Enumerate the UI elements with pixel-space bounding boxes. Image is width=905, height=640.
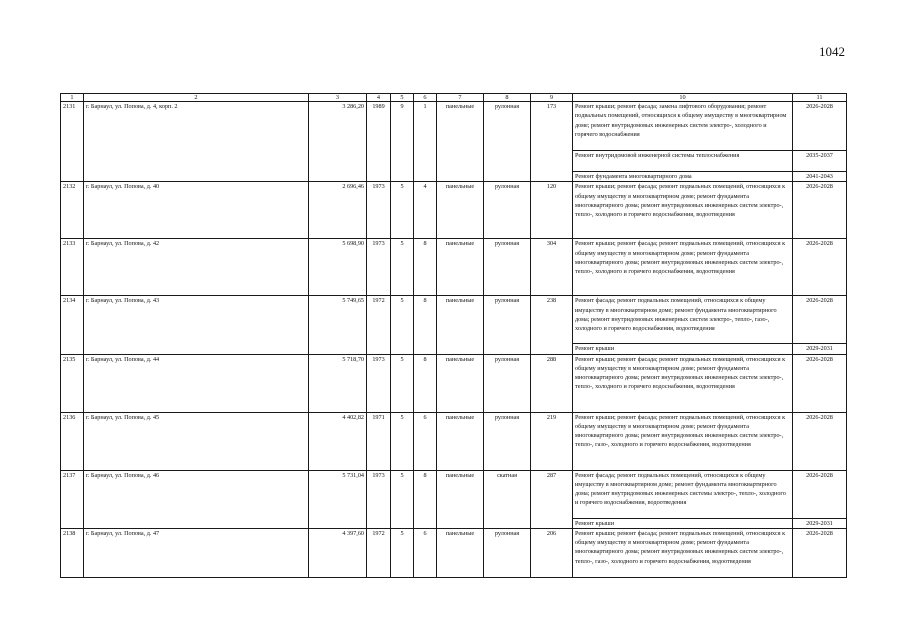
house-apartments: 238 — [531, 296, 573, 354]
house-address: г. Барнаул, ул. Попова, д. 43 — [84, 296, 309, 354]
house-floors: 9 — [391, 102, 414, 182]
table-row — [61, 182, 847, 239]
house-number: 2137 — [61, 470, 84, 528]
repair-period: 2026-2028 — [793, 528, 847, 577]
house-apartments: 173 — [531, 102, 573, 182]
house-walls: панельные — [437, 102, 484, 182]
house-year: 1989 — [367, 102, 391, 182]
repair-works: Ремонт внутридомовой инженерной системы теплоснабжения — [573, 151, 793, 172]
repair-works: Ремонт крыши; ремонт фасада; ремонт подвальных помещений, относящихся к общему имуществу в многоквартирном доме; ремонт фундамента многоквартирного дома; ремонт внутридомовых инженерных систем электро-, тепло-, холодного и горячего водоснабжения, водоотведения — [573, 354, 793, 412]
house-number: 2134 — [61, 296, 84, 354]
table-row — [61, 102, 847, 151]
house-address: г. Барнаул, ул. Попова, д. 46 — [84, 470, 309, 528]
house-floors: 5 — [391, 296, 414, 354]
house-entrances: 8 — [414, 239, 437, 296]
house-area: 5 698,90 — [309, 239, 367, 296]
column-header: 4 — [367, 94, 391, 102]
house-floors: 5 — [391, 528, 414, 577]
house-number: 2135 — [61, 354, 84, 412]
table-row — [61, 528, 847, 577]
house-address: г. Барнаул, ул. Попова, д. 42 — [84, 239, 309, 296]
house-walls: панельные — [437, 296, 484, 354]
house-year: 1972 — [367, 296, 391, 354]
house-year: 1973 — [367, 354, 391, 412]
column-header: 1 — [61, 94, 84, 102]
column-header: 9 — [531, 94, 573, 102]
house-number: 2136 — [61, 412, 84, 470]
repair-works: Ремонт крыши; ремонт фасада; замена лифтового оборудования; ремонт подвальных помещений, относящихся к общему имуществу в многоквартирном доме; ремонт внутридомовых инженерных систем электро-, холодного и горячего водоснабжения — [573, 102, 793, 151]
house-apartments: 287 — [531, 470, 573, 528]
repair-period: 2026-2028 — [793, 102, 847, 151]
house-address: г. Барнаул, ул. Попова, д. 45 — [84, 412, 309, 470]
house-area: 5 731,04 — [309, 470, 367, 528]
house-walls: панельные — [437, 354, 484, 412]
house-area: 4 397,60 — [309, 528, 367, 577]
house-roof: скатная — [484, 470, 531, 528]
repair-works: Ремонт крыши; ремонт фасада; ремонт подвальных помещений, относящихся к общему имуществу в многоквартирном доме; ремонт фундамента многоквартирного дома; ремонт внутридомовых инженерных систем электро-, тепло-, холодного и горячего водоснабжения, водоотведения — [573, 239, 793, 296]
repair-period: 2029-2031 — [793, 518, 847, 528]
house-entrances: 8 — [414, 470, 437, 528]
house-roof: рулонная — [484, 239, 531, 296]
housing-registry-table — [60, 93, 847, 578]
house-apartments: 206 — [531, 528, 573, 577]
house-area: 3 286,20 — [309, 102, 367, 182]
table-row — [61, 296, 847, 344]
table-row — [61, 470, 847, 518]
house-year: 1973 — [367, 470, 391, 528]
house-walls: панельные — [437, 412, 484, 470]
house-apartments: 288 — [531, 354, 573, 412]
house-apartments: 120 — [531, 182, 573, 239]
house-walls: панельные — [437, 182, 484, 239]
repair-period: 2041-2043 — [793, 172, 847, 182]
house-floors: 5 — [391, 182, 414, 239]
repair-period: 2029-2031 — [793, 344, 847, 354]
repair-works: Ремонт крыши — [573, 518, 793, 528]
header-row — [61, 94, 847, 102]
house-roof: рулонная — [484, 182, 531, 239]
repair-period: 2026-2028 — [793, 239, 847, 296]
table-row — [61, 412, 847, 470]
column-header: 7 — [437, 94, 484, 102]
house-walls: панельные — [437, 470, 484, 528]
house-entrances: 6 — [414, 412, 437, 470]
house-entrances: 8 — [414, 354, 437, 412]
house-number: 2132 — [61, 182, 84, 239]
house-entrances: 4 — [414, 182, 437, 239]
repair-works: Ремонт крыши — [573, 344, 793, 354]
repair-works: Ремонт фасада; ремонт подвальных помещений, относящихся к общему имуществу в многоквартирном доме; ремонт фундамента многоквартирного дома; ремонт внутридомовых инженерных систем электро-, тепло-, газо-, холодного и горячего водоснабжения, водоотведения — [573, 296, 793, 344]
repair-period: 2026-2028 — [793, 412, 847, 470]
repair-period: 2026-2028 — [793, 470, 847, 518]
house-floors: 5 — [391, 239, 414, 296]
page-number: 1042 — [819, 44, 845, 59]
column-header: 10 — [573, 94, 793, 102]
repair-period: 2035-2037 — [793, 151, 847, 172]
house-floors: 5 — [391, 354, 414, 412]
house-roof: рулонная — [484, 102, 531, 182]
column-header: 3 — [309, 94, 367, 102]
house-address: г. Барнаул, ул. Попова, д. 40 — [84, 182, 309, 239]
house-entrances: 1 — [414, 102, 437, 182]
repair-works: Ремонт крыши; ремонт фасада; ремонт подвальных помещений, относящихся к общему имуществу в многоквартирном доме; ремонт фундамента многоквартирного дома; ремонт внутридомовых инженерных систем электро-, тепло-, холодного и горячего водоснабжения, водоотведения — [573, 182, 793, 239]
column-header: 8 — [484, 94, 531, 102]
house-address: г. Барнаул, ул. Попова, д. 44 — [84, 354, 309, 412]
house-number: 2138 — [61, 528, 84, 577]
table-row — [61, 354, 847, 412]
house-apartments: 304 — [531, 239, 573, 296]
house-number: 2131 — [61, 102, 84, 182]
repair-works: Ремонт фасада; ремонт подвальных помещений, относящихся к общему имуществу в многоквартирном доме; ремонт фундамента многоквартирного дома; ремонт внутридомовых инженерных системы электро-, тепло-, холодного и горячего водоснабжения, водоотведения — [573, 470, 793, 518]
house-walls: панельные — [437, 528, 484, 577]
house-area: 4 402,82 — [309, 412, 367, 470]
column-header: 6 — [414, 94, 437, 102]
repair-works: Ремонт крыши; ремонт фасада; ремонт подвальных помещений, относящихся к общему имуществу в многоквартирном доме; ремонт фундамента многоквартирного дома; ремонт внутридомовых инженерных систем электро-, тепло-, газо-, холодного и горячего водоснабжения, водоотведения — [573, 528, 793, 577]
column-header: 2 — [84, 94, 309, 102]
house-address: г. Барнаул, ул. Попова, д. 47 — [84, 528, 309, 577]
house-year: 1973 — [367, 182, 391, 239]
repair-period: 2026-2028 — [793, 296, 847, 344]
house-area: 5 718,70 — [309, 354, 367, 412]
repair-period: 2026-2028 — [793, 354, 847, 412]
house-address: г. Барнаул, ул. Попова, д. 4, корп. 2 — [84, 102, 309, 182]
house-floors: 5 — [391, 412, 414, 470]
house-roof: рулонная — [484, 296, 531, 354]
column-header: 5 — [391, 94, 414, 102]
house-roof: рулонная — [484, 412, 531, 470]
house-number: 2133 — [61, 239, 84, 296]
house-floors: 5 — [391, 470, 414, 528]
repair-period: 2026-2028 — [793, 182, 847, 239]
column-header: 11 — [793, 94, 847, 102]
house-entrances: 8 — [414, 296, 437, 354]
house-entrances: 6 — [414, 528, 437, 577]
house-year: 1972 — [367, 528, 391, 577]
house-area: 2 696,46 — [309, 182, 367, 239]
house-roof: рулонная — [484, 354, 531, 412]
table-row — [61, 239, 847, 296]
repair-works: Ремонт крыши; ремонт фасада; ремонт подвальных помещений, относящихся к общему имуществу в многоквартирном доме; ремонт фундамента многоквартирного дома; ремонт внутридомовых инженерных систем электро-, тепло-, газо-, холодного и горячего водоснабжения, водоотведения — [573, 412, 793, 470]
house-area: 5 749,65 — [309, 296, 367, 354]
house-year: 1971 — [367, 412, 391, 470]
house-walls: панельные — [437, 239, 484, 296]
repair-works: Ремонт фундамента многоквартирного дома — [573, 172, 793, 182]
house-apartments: 219 — [531, 412, 573, 470]
house-year: 1973 — [367, 239, 391, 296]
house-roof: рулонная — [484, 528, 531, 577]
